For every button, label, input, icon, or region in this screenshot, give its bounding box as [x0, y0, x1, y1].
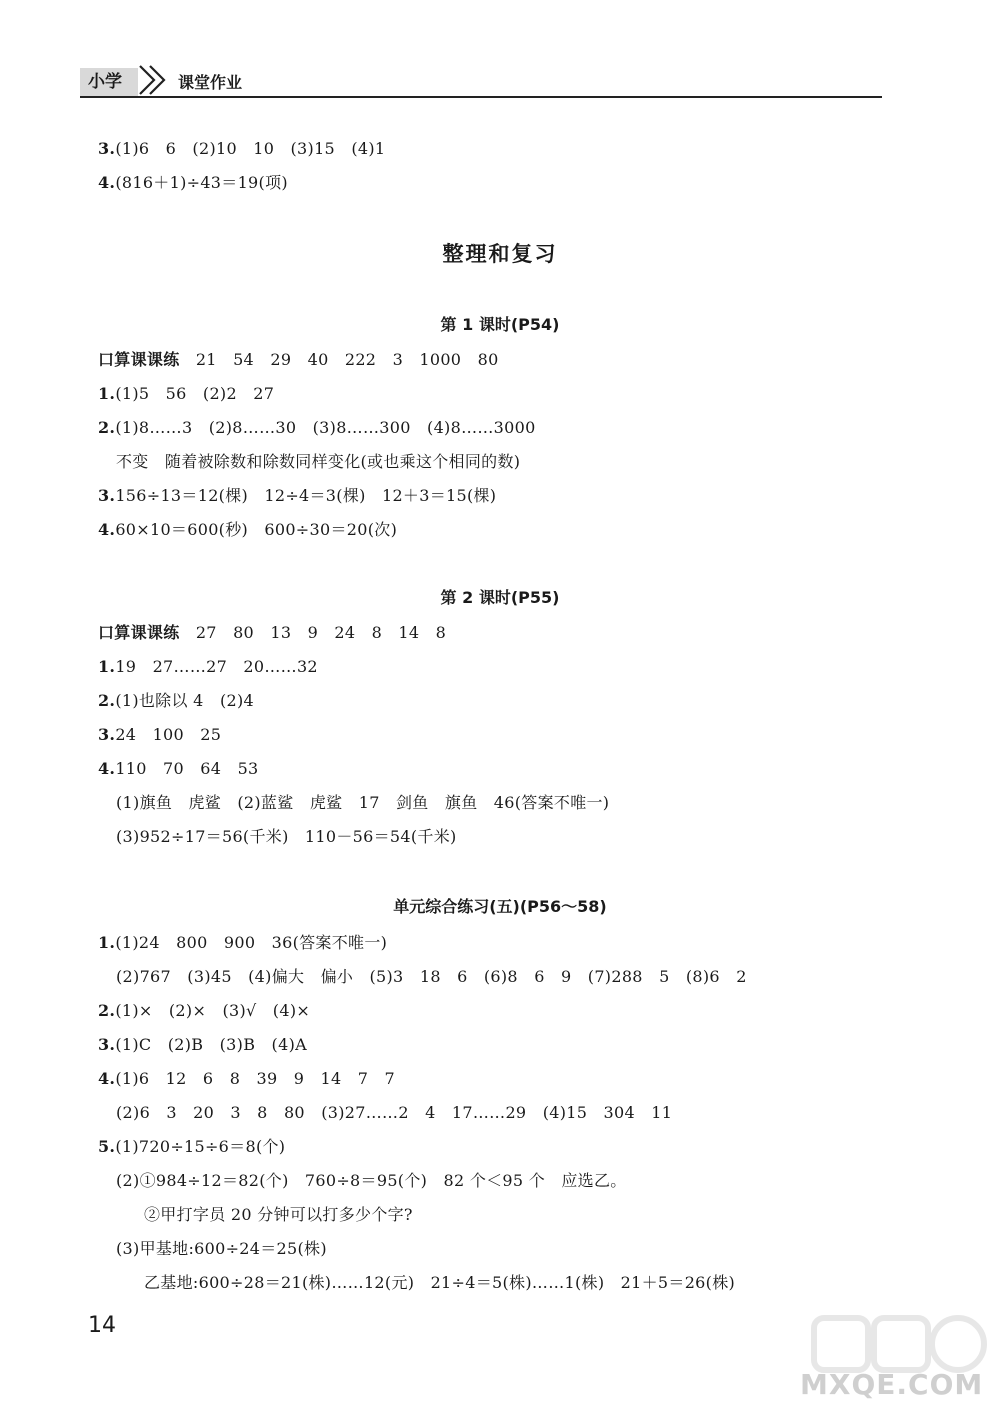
- answer-line: 2.(1)也除以 4 (2)4: [98, 691, 254, 710]
- answer-line: 不变 随着被除数和除数同样变化(或也乘这个相同的数): [116, 452, 521, 471]
- header-rule: [80, 96, 882, 98]
- answer-line: 4.60×10＝600(秒) 600÷30＝20(次): [98, 520, 398, 539]
- answer-line: 乙基地:600÷28＝21(株)……12(元) 21÷4＝5(株)……1(株) 21＋5＝26(株): [144, 1273, 736, 1292]
- answer-line: 4.(816＋1)÷43＝19(项): [98, 173, 288, 192]
- answer-line: (3)甲基地:600÷24＝25(株): [116, 1239, 327, 1258]
- answer-line: 1.(1)5 56 (2)2 27: [98, 384, 275, 403]
- answer-line: ②甲打字员 20 分钟可以打多少个字?: [144, 1205, 413, 1224]
- answer-line: 3.(1)6 6 (2)10 10 (3)15 (4)1: [98, 139, 386, 158]
- header-title: 课堂作业: [178, 73, 243, 92]
- answer-line: 3.156÷13＝12(棵) 12÷4＝3(棵) 12＋3＝15(棵): [98, 486, 497, 505]
- answer-line: 2.(1)× (2)× (3)√ (4)×: [98, 1001, 311, 1020]
- answer-line: 4.(1)6 12 6 8 39 9 14 7 7: [98, 1069, 396, 1088]
- answer-line: (3)952÷17＝56(千米) 110－56＝54(千米): [116, 827, 457, 846]
- answer-line: 4.110 70 64 53: [98, 759, 259, 778]
- page-header: [80, 68, 882, 98]
- double-chevron-icon: [136, 62, 176, 98]
- answer-line: 3.24 100 25: [98, 725, 222, 744]
- answer-line: 3.(1)C (2)B (3)B (4)A: [98, 1035, 307, 1054]
- header-tag: 小学: [80, 68, 138, 96]
- answer-line: 2.(1)8……3 (2)8……30 (3)8……300 (4)8……3000: [98, 418, 536, 437]
- oral-practice-line: 口算课课练 27 80 13 9 24 8 14 8: [98, 623, 447, 642]
- answer-line: (2)6 3 20 3 8 80 (3)27……2 4 17……29 (4)15 304 11: [116, 1103, 673, 1122]
- lesson-title: 第 2 课时(P55): [440, 588, 560, 607]
- answer-line: (2)767 (3)45 (4)偏大 偏小 (5)3 18 6 (6)8 6 9 (7)288 5 (8)6 2: [116, 967, 747, 986]
- answer-line: 1.(1)24 800 900 36(答案不唯一): [98, 933, 388, 952]
- answer-line: (1)旗鱼 虎鲨 (2)蓝鲨 虎鲨 17 剑鱼 旗鱼 46(答案不唯一): [116, 793, 610, 812]
- answer-line: (2)①984÷12＝82(个) 760÷8＝95(个) 82 个＜95 个 应选乙。: [116, 1171, 627, 1190]
- page-number: 14: [88, 1313, 116, 1338]
- unit-title: 单元综合练习(五)(P56～58): [393, 897, 607, 916]
- watermark-site: MXQE.COM: [800, 1368, 984, 1401]
- answer-line: 1.19 27……27 20……32: [98, 657, 318, 676]
- section-title: 整理和复习: [442, 242, 558, 266]
- oral-practice-line: 口算课课练 21 54 29 40 222 3 1000 80: [98, 350, 499, 369]
- answer-line: 5.(1)720÷15÷6＝8(个): [98, 1137, 286, 1156]
- lesson-title: 第 1 课时(P54): [440, 315, 560, 334]
